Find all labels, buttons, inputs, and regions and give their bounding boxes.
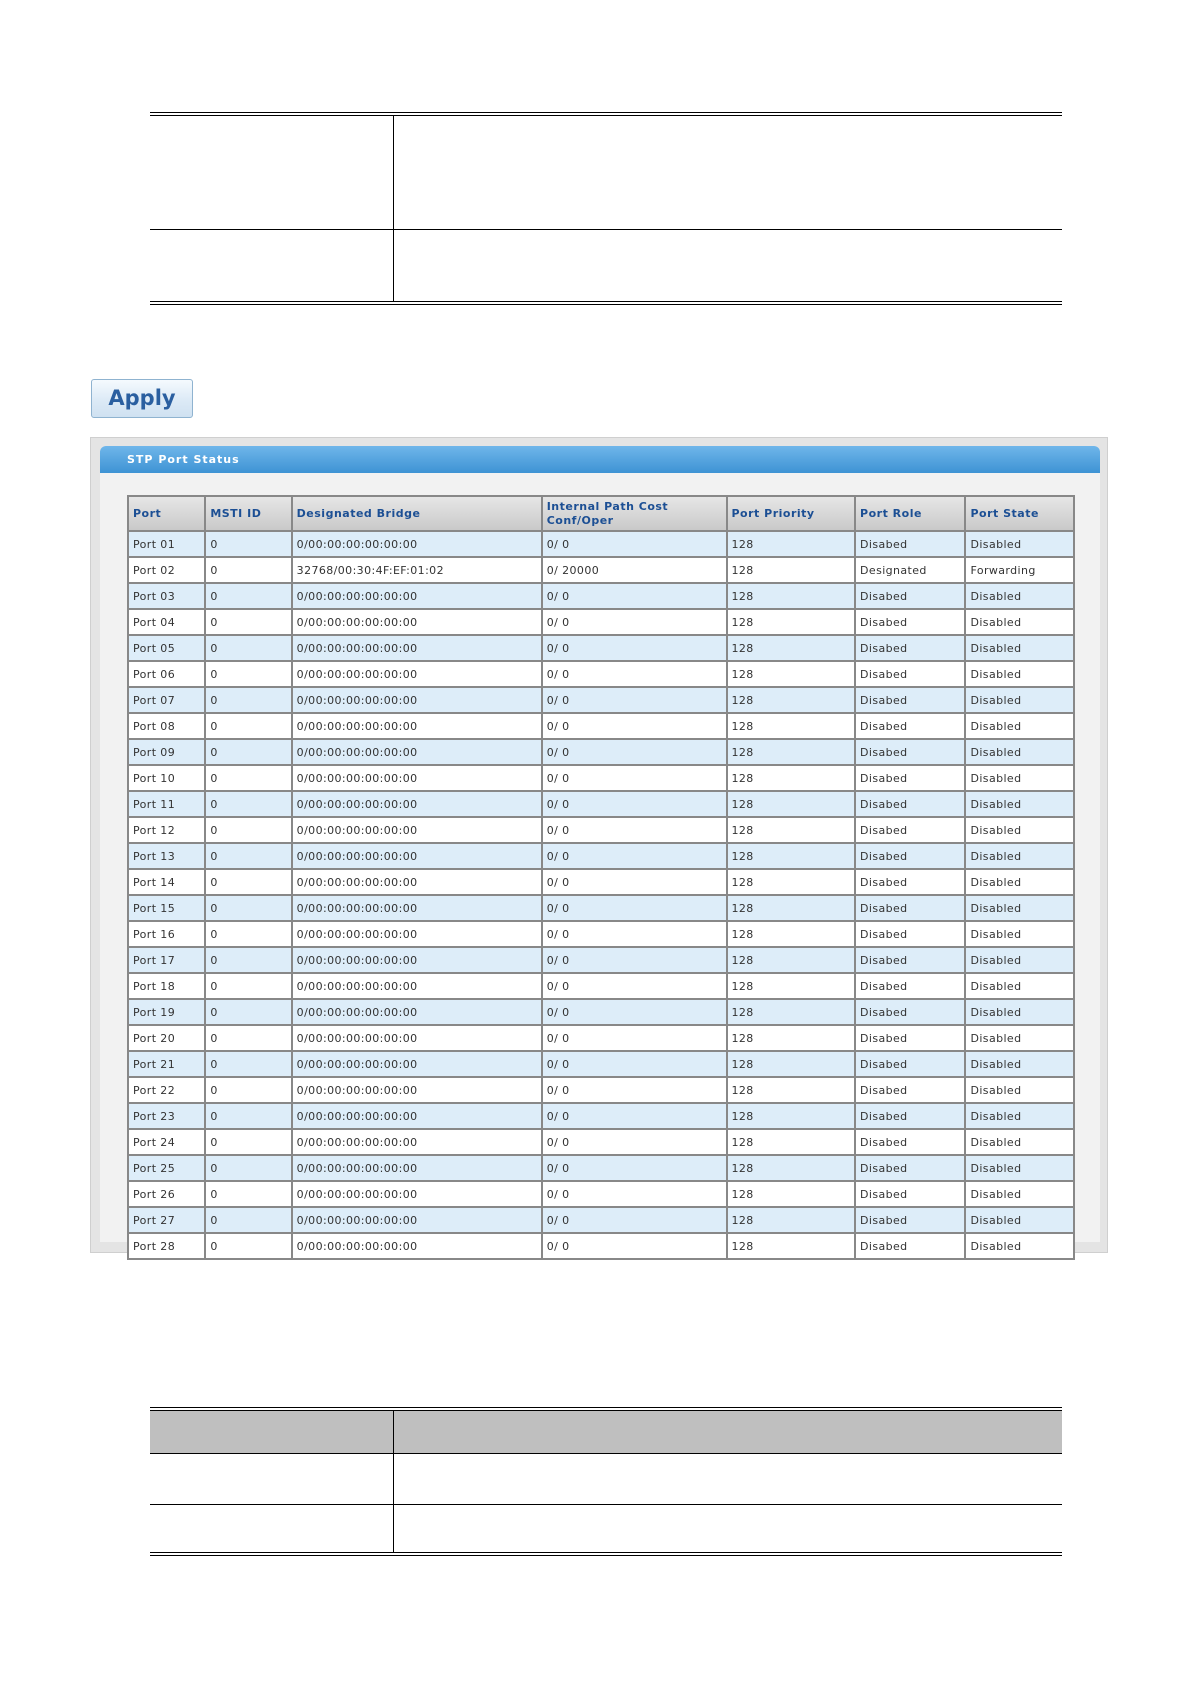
description-row: [150, 230, 1062, 301]
cell-designated-bridge: 0/00:00:00:00:00:00: [292, 713, 542, 739]
cell-port-role: Disabed: [855, 817, 965, 843]
cell-msti-id: 0: [205, 1155, 291, 1181]
cell-port-priority: 128: [727, 869, 856, 895]
cell-port-priority: 128: [727, 557, 856, 583]
cell-designated-bridge: 0/00:00:00:00:00:00: [292, 1181, 542, 1207]
cell-path-cost: 0/ 0: [542, 1155, 727, 1181]
cell-msti-id: 0: [205, 713, 291, 739]
cell-port-state: Disabled: [965, 765, 1074, 791]
cell-designated-bridge: 0/00:00:00:00:00:00: [292, 1077, 542, 1103]
cell-designated-bridge: 0/00:00:00:00:00:00: [292, 1207, 542, 1233]
cell-port-priority: 128: [727, 921, 856, 947]
cell-msti-id: 0: [205, 557, 291, 583]
cell-port-role: Disabed: [855, 765, 965, 791]
cell-port-priority: 128: [727, 973, 856, 999]
cell-path-cost: 0/ 0: [542, 921, 727, 947]
cell-port: Port 03: [128, 583, 205, 609]
cell-port-priority: 128: [727, 817, 856, 843]
cell-port-priority: 128: [727, 1233, 856, 1259]
cell-port-role: Disabed: [855, 1077, 965, 1103]
cell-port: Port 19: [128, 999, 205, 1025]
column-header-designated-bridge: Designated Bridge: [292, 496, 542, 531]
cell-port-state: Disabled: [965, 1051, 1074, 1077]
cell-port-state: Disabled: [965, 817, 1074, 843]
table-row: [128, 895, 1074, 921]
cell-port: Port 22: [128, 1077, 205, 1103]
cell-port-role: Disabed: [855, 895, 965, 921]
cell-port-role: Disabed: [855, 869, 965, 895]
description-table-top: [150, 112, 1062, 305]
cell-port: Port 16: [128, 921, 205, 947]
cell-designated-bridge: 0/00:00:00:00:00:00: [292, 895, 542, 921]
cell-port-priority: 128: [727, 635, 856, 661]
cell-designated-bridge: 0/00:00:00:00:00:00: [292, 609, 542, 635]
cell-port: Port 10: [128, 765, 205, 791]
cell-designated-bridge: 0/00:00:00:00:00:00: [292, 999, 542, 1025]
cell-port-state: Disabled: [965, 739, 1074, 765]
cell-port-state: Disabled: [965, 687, 1074, 713]
cell-msti-id: 0: [205, 583, 291, 609]
cell-port-state: Disabled: [965, 1233, 1074, 1259]
cell-path-cost: 0/ 0: [542, 895, 727, 921]
cell-port: Port 18: [128, 973, 205, 999]
cell-port-state: Disabled: [965, 947, 1074, 973]
cell-msti-id: 0: [205, 817, 291, 843]
column-header-port-state: Port State: [965, 496, 1074, 531]
table-row: [128, 1051, 1074, 1077]
cell-msti-id: 0: [205, 1181, 291, 1207]
table-row: [128, 609, 1074, 635]
cell-designated-bridge: 0/00:00:00:00:00:00: [292, 1025, 542, 1051]
cell-port-priority: 128: [727, 765, 856, 791]
cell-msti-id: 0: [205, 635, 291, 661]
table-row: [128, 1181, 1074, 1207]
description-row: [150, 1505, 1062, 1552]
cell-port-state: Disabled: [965, 895, 1074, 921]
cell-msti-id: 0: [205, 531, 291, 557]
column-divider: [393, 116, 394, 301]
cell-port-role: Disabed: [855, 1025, 965, 1051]
cell-port-state: Disabled: [965, 661, 1074, 687]
cell-port-state: Disabled: [965, 583, 1074, 609]
cell-port: Port 05: [128, 635, 205, 661]
cell-port-role: Designated: [855, 557, 965, 583]
cell-designated-bridge: 0/00:00:00:00:00:00: [292, 531, 542, 557]
table-row: [128, 1155, 1074, 1181]
cell-msti-id: 0: [205, 869, 291, 895]
cell-port-role: Disabed: [855, 713, 965, 739]
cell-port-priority: 128: [727, 1129, 856, 1155]
cell-designated-bridge: 0/00:00:00:00:00:00: [292, 1155, 542, 1181]
cell-port-state: Disabled: [965, 999, 1074, 1025]
cell-port: Port 17: [128, 947, 205, 973]
cell-port: Port 14: [128, 869, 205, 895]
cell-designated-bridge: 0/00:00:00:00:00:00: [292, 869, 542, 895]
table-row: [128, 791, 1074, 817]
column-header-port: Port: [128, 496, 205, 531]
cell-port: Port 20: [128, 1025, 205, 1051]
cell-port-state: Disabled: [965, 1077, 1074, 1103]
cell-port: Port 06: [128, 661, 205, 687]
cell-path-cost: 0/ 0: [542, 1207, 727, 1233]
cell-port-priority: 128: [727, 1051, 856, 1077]
column-header-msti-id: MSTI ID: [205, 496, 291, 531]
table-row: [128, 765, 1074, 791]
cell-port-role: Disabed: [855, 609, 965, 635]
cell-path-cost: 0/ 0: [542, 947, 727, 973]
table-row: [128, 1077, 1074, 1103]
table-row: [128, 583, 1074, 609]
cell-designated-bridge: 0/00:00:00:00:00:00: [292, 661, 542, 687]
cell-port-state: Forwarding: [965, 557, 1074, 583]
cell-msti-id: 0: [205, 765, 291, 791]
cell-msti-id: 0: [205, 843, 291, 869]
cell-designated-bridge: 0/00:00:00:00:00:00: [292, 921, 542, 947]
cell-path-cost: 0/ 0: [542, 1025, 727, 1051]
cell-port-role: Disabed: [855, 661, 965, 687]
cell-port: Port 21: [128, 1051, 205, 1077]
cell-port: Port 08: [128, 713, 205, 739]
cell-msti-id: 0: [205, 687, 291, 713]
table-row: [128, 713, 1074, 739]
cell-port-priority: 128: [727, 661, 856, 687]
cell-path-cost: 0/ 0: [542, 1233, 727, 1259]
table-row: [128, 1207, 1074, 1233]
cell-path-cost: 0/ 0: [542, 661, 727, 687]
cell-path-cost: 0/ 0: [542, 1129, 727, 1155]
table-row: [128, 921, 1074, 947]
cell-port-role: Disabed: [855, 1233, 965, 1259]
stp-port-status-table: [127, 495, 1075, 1260]
cell-msti-id: 0: [205, 1051, 291, 1077]
table-row: [128, 635, 1074, 661]
cell-port-state: Disabled: [965, 609, 1074, 635]
cell-port-role: Disabed: [855, 1207, 965, 1233]
cell-designated-bridge: 0/00:00:00:00:00:00: [292, 1233, 542, 1259]
cell-port-state: Disabled: [965, 1155, 1074, 1181]
cell-path-cost: 0/ 0: [542, 635, 727, 661]
cell-port-role: Disabed: [855, 1129, 965, 1155]
cell-designated-bridge: 0/00:00:00:00:00:00: [292, 765, 542, 791]
table-row: [128, 1233, 1074, 1259]
table-row: [128, 661, 1074, 687]
cell-port-priority: 128: [727, 947, 856, 973]
cell-designated-bridge: 0/00:00:00:00:00:00: [292, 1129, 542, 1155]
cell-designated-bridge: 32768/00:30:4F:EF:01:02: [292, 557, 542, 583]
cell-port: Port 01: [128, 531, 205, 557]
table-row: [128, 1025, 1074, 1051]
cell-port: Port 09: [128, 739, 205, 765]
cell-port-role: Disabed: [855, 1155, 965, 1181]
cell-port-state: Disabled: [965, 1181, 1074, 1207]
apply-button[interactable]: Apply: [91, 379, 193, 418]
table-row: [128, 869, 1074, 895]
cell-msti-id: 0: [205, 661, 291, 687]
cell-designated-bridge: 0/00:00:00:00:00:00: [292, 1103, 542, 1129]
cell-port: Port 02: [128, 557, 205, 583]
cell-port-priority: 128: [727, 1103, 856, 1129]
cell-port-role: Disabed: [855, 1103, 965, 1129]
cell-designated-bridge: 0/00:00:00:00:00:00: [292, 1051, 542, 1077]
cell-port-role: Disabed: [855, 531, 965, 557]
cell-msti-id: 0: [205, 1025, 291, 1051]
cell-port-state: Disabled: [965, 635, 1074, 661]
cell-port-priority: 128: [727, 713, 856, 739]
cell-port-state: Disabled: [965, 843, 1074, 869]
cell-port-priority: 128: [727, 895, 856, 921]
cell-msti-id: 0: [205, 609, 291, 635]
table-row: [128, 843, 1074, 869]
cell-port-state: Disabled: [965, 1025, 1074, 1051]
cell-path-cost: 0/ 0: [542, 1077, 727, 1103]
cell-port: Port 26: [128, 1181, 205, 1207]
cell-path-cost: 0/ 0: [542, 791, 727, 817]
column-header-port-role: Port Role: [855, 496, 965, 531]
cell-port: Port 15: [128, 895, 205, 921]
cell-port: Port 12: [128, 817, 205, 843]
cell-port: Port 25: [128, 1155, 205, 1181]
cell-port-state: Disabled: [965, 713, 1074, 739]
cell-port-priority: 128: [727, 1025, 856, 1051]
cell-port-priority: 128: [727, 739, 856, 765]
cell-port-role: Disabed: [855, 739, 965, 765]
cell-designated-bridge: 0/00:00:00:00:00:00: [292, 843, 542, 869]
cell-msti-id: 0: [205, 895, 291, 921]
description-row: [150, 1454, 1062, 1505]
table-row: [128, 973, 1074, 999]
cell-path-cost: 0/ 0: [542, 843, 727, 869]
cell-designated-bridge: 0/00:00:00:00:00:00: [292, 973, 542, 999]
cell-path-cost: 0/ 0: [542, 765, 727, 791]
cell-port-priority: 128: [727, 791, 856, 817]
cell-path-cost: 0/ 0: [542, 687, 727, 713]
cell-designated-bridge: 0/00:00:00:00:00:00: [292, 687, 542, 713]
table-row: [128, 999, 1074, 1025]
description-table-bottom: [150, 1407, 1062, 1556]
cell-port-role: Disabed: [855, 1181, 965, 1207]
cell-path-cost: 0/ 0: [542, 1103, 727, 1129]
cell-port: Port 23: [128, 1103, 205, 1129]
cell-msti-id: 0: [205, 921, 291, 947]
cell-msti-id: 0: [205, 791, 291, 817]
cell-port-priority: 128: [727, 999, 856, 1025]
cell-port: Port 27: [128, 1207, 205, 1233]
cell-port: Port 24: [128, 1129, 205, 1155]
cell-designated-bridge: 0/00:00:00:00:00:00: [292, 583, 542, 609]
table-row: [128, 687, 1074, 713]
cell-port-priority: 128: [727, 531, 856, 557]
table-row: [128, 1129, 1074, 1155]
cell-port-role: Disabed: [855, 1051, 965, 1077]
cell-port-state: Disabled: [965, 1103, 1074, 1129]
cell-path-cost: 0/ 20000: [542, 557, 727, 583]
cell-port-priority: 128: [727, 1207, 856, 1233]
cell-port-role: Disabed: [855, 999, 965, 1025]
table-row: [128, 947, 1074, 973]
cell-port-role: Disabed: [855, 973, 965, 999]
description-header-row: [150, 1411, 1062, 1454]
cell-port-state: Disabled: [965, 973, 1074, 999]
column-header-internal-path-cost: Internal Path Cost Conf/Oper: [542, 496, 727, 531]
cell-port-priority: 128: [727, 583, 856, 609]
cell-msti-id: 0: [205, 999, 291, 1025]
cell-path-cost: 0/ 0: [542, 739, 727, 765]
cell-msti-id: 0: [205, 947, 291, 973]
cell-path-cost: 0/ 0: [542, 817, 727, 843]
cell-port-state: Disabled: [965, 791, 1074, 817]
table-row: [128, 531, 1074, 557]
cell-port-state: Disabled: [965, 1207, 1074, 1233]
cell-port: Port 07: [128, 687, 205, 713]
cell-port-priority: 128: [727, 843, 856, 869]
cell-port: Port 13: [128, 843, 205, 869]
cell-path-cost: 0/ 0: [542, 609, 727, 635]
column-divider: [393, 1411, 394, 1552]
cell-msti-id: 0: [205, 973, 291, 999]
cell-path-cost: 0/ 0: [542, 1181, 727, 1207]
cell-port-role: Disabed: [855, 635, 965, 661]
cell-port-role: Disabed: [855, 947, 965, 973]
description-row: [150, 116, 1062, 230]
table-body: [128, 531, 1074, 1259]
cell-port-priority: 128: [727, 1181, 856, 1207]
cell-port-role: Disabed: [855, 843, 965, 869]
cell-path-cost: 0/ 0: [542, 869, 727, 895]
cell-msti-id: 0: [205, 739, 291, 765]
panel-title: STP Port Status: [100, 446, 1100, 473]
table-row: [128, 1103, 1074, 1129]
cell-port: Port 11: [128, 791, 205, 817]
cell-designated-bridge: 0/00:00:00:00:00:00: [292, 739, 542, 765]
cell-port-state: Disabled: [965, 869, 1074, 895]
cell-port-role: Disabed: [855, 921, 965, 947]
cell-designated-bridge: 0/00:00:00:00:00:00: [292, 635, 542, 661]
cell-path-cost: 0/ 0: [542, 973, 727, 999]
cell-port-state: Disabled: [965, 531, 1074, 557]
cell-port: Port 04: [128, 609, 205, 635]
cell-path-cost: 0/ 0: [542, 531, 727, 557]
cell-path-cost: 0/ 0: [542, 713, 727, 739]
cell-designated-bridge: 0/00:00:00:00:00:00: [292, 791, 542, 817]
cell-port-priority: 128: [727, 1077, 856, 1103]
cell-path-cost: 0/ 0: [542, 999, 727, 1025]
table-header-row: [128, 496, 1074, 531]
cell-port-priority: 128: [727, 609, 856, 635]
cell-path-cost: 0/ 0: [542, 583, 727, 609]
cell-port-priority: 128: [727, 1155, 856, 1181]
cell-msti-id: 0: [205, 1129, 291, 1155]
cell-msti-id: 0: [205, 1233, 291, 1259]
table-row: [128, 817, 1074, 843]
cell-msti-id: 0: [205, 1207, 291, 1233]
cell-designated-bridge: 0/00:00:00:00:00:00: [292, 817, 542, 843]
cell-port: Port 28: [128, 1233, 205, 1259]
cell-msti-id: 0: [205, 1103, 291, 1129]
cell-port-state: Disabled: [965, 921, 1074, 947]
cell-port-state: Disabled: [965, 1129, 1074, 1155]
column-header-port-priority: Port Priority: [727, 496, 856, 531]
cell-path-cost: 0/ 0: [542, 1051, 727, 1077]
cell-port-role: Disabed: [855, 687, 965, 713]
cell-port-role: Disabed: [855, 791, 965, 817]
cell-msti-id: 0: [205, 1077, 291, 1103]
cell-port-role: Disabed: [855, 583, 965, 609]
table-row: [128, 739, 1074, 765]
cell-designated-bridge: 0/00:00:00:00:00:00: [292, 947, 542, 973]
cell-port-priority: 128: [727, 687, 856, 713]
table-row: [128, 557, 1074, 583]
